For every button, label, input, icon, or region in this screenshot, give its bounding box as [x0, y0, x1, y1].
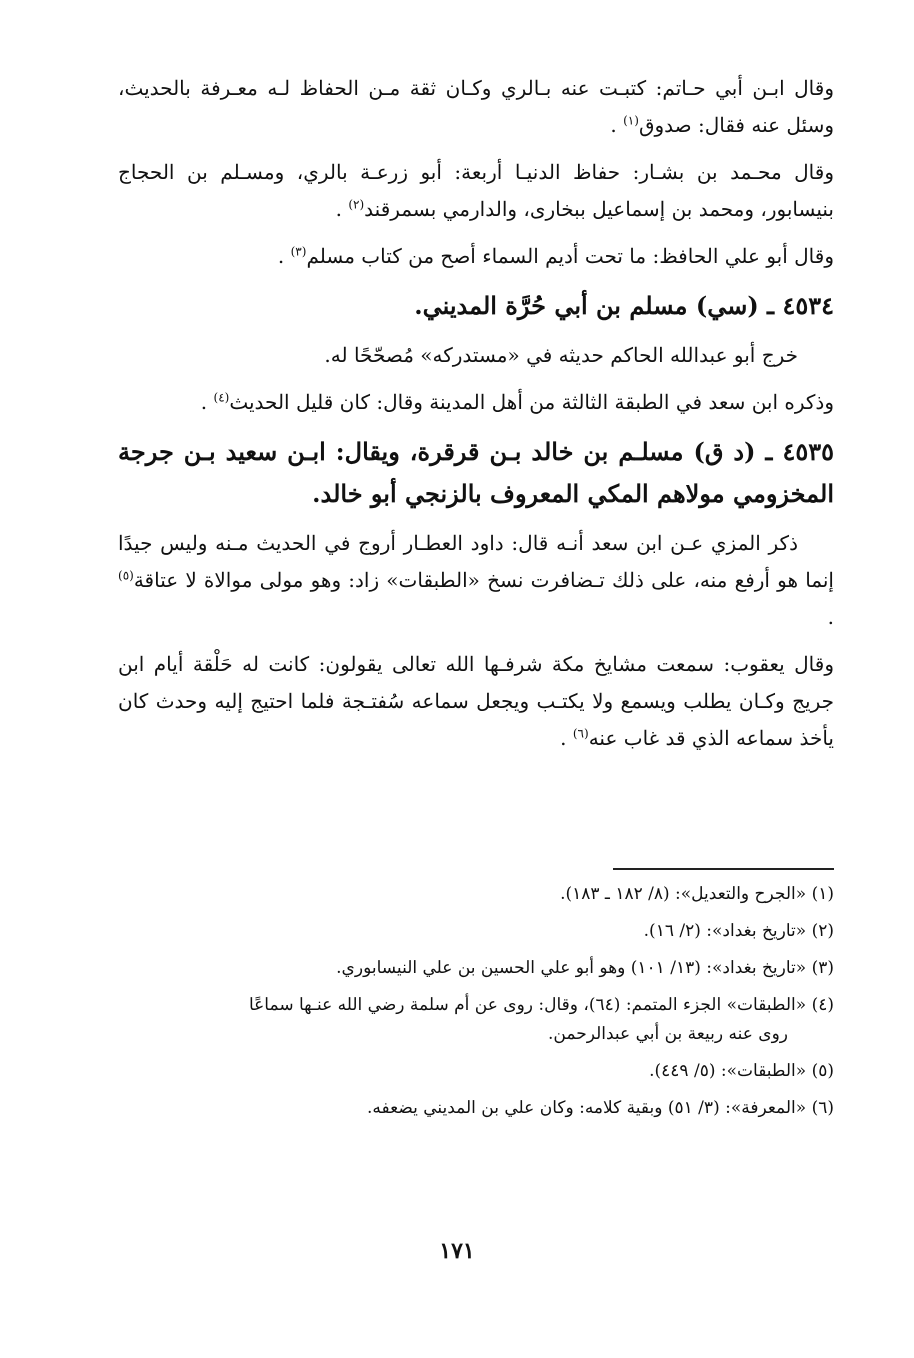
entry-heading-4534: ٤٥٣٤ ـ (سي) مسلم بن أبي حُرَّة المديني. — [414, 291, 834, 320]
paragraph-bashar: وقال محـمد بن بشـار: حفاظ الدنيـا أربعة: أبو زرعـة بالري، ومسـلم بن الحجاج بنيسابور، ومحمد بن إسماعيل ببخارى، والدارمي بسمرقند$^{(٢)}$ . — [118, 160, 834, 221]
footnote-text: (٤) «الطبقات» الجزء المتمم: (٦٤)، وقال: روى عن أم سلمة رضي الله عنـها سماعًا — [248, 995, 834, 1015]
footnote-4 — [118, 991, 834, 1049]
footnote-divider — [613, 868, 834, 870]
paragraph-mizzi: ذكر المزي عـن ابن سعد أنـه قال: داود العطـار أروج في الحديث مـنه وليس جيدًا إنما هو أرفع منه، على ذلك تـضافرت نسخ «الطبقات» زاد: وهو مولى موالاة لا عتاقة$^{(٥)}$ . — [118, 531, 834, 629]
paragraph-yaqub: وقال يعقوب: سمعت مشايخ مكة شرفـها الله تعالى يقولون: كانت له حَلْقة أيام ابن جريج وكـان يطلب ويسمع ولا يكتـب ويجعل سماعه سُفتـجة فلما احتيج إليه وحدث كان يأخذ سماعه الذي قد غاب عنه$^{(٦)}$ . — [118, 652, 834, 750]
main-text — [118, 70, 834, 767]
entry-heading-4535: ٤٥٣٥ ـ (د ق) مسلـم بن خالد بـن قرقرة، ويقال: ابـن سعيد بـن جرجة المخزومي مولاهم المكي المعروف بالزنجي أبو خالد. — [118, 437, 834, 508]
footnote-1: (١) «الجرح والتعديل»: (٨/ ١٨٢ ـ ١٨٣). — [560, 884, 834, 904]
paragraph-ibn-saad: وذكره ابن سعد في الطبقة الثالثة من أهل المدينة وقال: كان قليل الحديث$^{(٤)}$ . — [200, 390, 834, 414]
footnote-ref-1: (١) — [623, 113, 639, 128]
footnote-3: (٣) «تاريخ بغداد»: (١٣/ ١٠١) وهو أبو علي الحسين بن علي النيسابوري. — [336, 958, 834, 978]
paragraph-text: وقال محـمد بن بشـار: حفاظ الدنيـا أربعة: أبو زرعـة بالري، ومسـلم بن الحجاج بنيسابور، ومحمد بن إسماعيل ببخارى، والدارمي بسمرقند — [118, 160, 834, 221]
footnote-2: (٢) «تاريخ بغداد»: (٢/ ١٦). — [643, 921, 834, 941]
footnote-ref-3: (٣) — [290, 244, 307, 259]
paragraph-text: ذكر المزي عـن ابن سعد أنـه قال: داود العطـار أروج في الحديث مـنه وليس جيدًا إنما هو أرفع منه، على ذلك تـضافرت نسخ «الطبقات» زاد: وهو مولى موالاة لا عتاقة — [118, 531, 834, 592]
footnote-continuation: روى عنه ربيعة بن أبي عبدالرحمن. — [548, 1024, 788, 1044]
footnote-ref-2: (٢) — [348, 197, 365, 212]
footnote-5: (٥) «الطبقات»: (٥/ ٤٤٩). — [649, 1061, 834, 1081]
footnote-6: (٦) «المعرفة»: (٣/ ٥١) وبقية كلامه: وكان علي بن المديني يضعفه. — [367, 1098, 834, 1118]
page-number: ١٧١ — [439, 1238, 475, 1264]
paragraph-text: وقال أبو علي الحافظ: ما تحت أديم السماء أصح من كتاب مسلم — [306, 244, 834, 268]
footnote-ref-5: (٥) — [118, 568, 134, 583]
paragraph-hakim: خرج أبو عبدالله الحاكم حديثه في «مستدركه» مُصحّحًا له. — [324, 343, 798, 367]
footnote-ref-4: (٤) — [213, 390, 230, 405]
paragraph-text: وذكره ابن سعد في الطبقة الثالثة من أهل المدينة وقال: كان قليل الحديث — [229, 390, 834, 414]
paragraph-ibn-abi-hatim: وقال ابـن أبي حـاتم: كتبـت عنه بـالري وكـان ثقة مـن الحفاظ لـه معـرفة بالحديث، وسئل عنه فقال: صدوق$^{(١)}$ . — [118, 76, 834, 137]
paragraph-text: وقال يعقوب: سمعت مشايخ مكة شرفـها الله تعالى يقولون: كانت له حَلْقة أيام ابن جريج وكـان يطلب ويسمع ولا يكتـب ويجعل سماعه سُفتـجة فلما احتيج إليه وحدث كان يأخذ سماعه الذي قد غاب عنه — [118, 652, 834, 750]
footnotes — [118, 880, 834, 1131]
paragraph-abu-ali: وقال أبو علي الحافظ: ما تحت أديم السماء أصح من كتاب مسلم$^{(٣)}$ . — [277, 244, 834, 268]
footnote-ref-6: (٦) — [572, 726, 589, 741]
paragraph-text: وقال ابـن أبي حـاتم: كتبـت عنه بـالري وكـان ثقة مـن الحفاظ لـه معـرفة بالحديث، وسئل عنه فقال: صدوق — [118, 76, 834, 137]
